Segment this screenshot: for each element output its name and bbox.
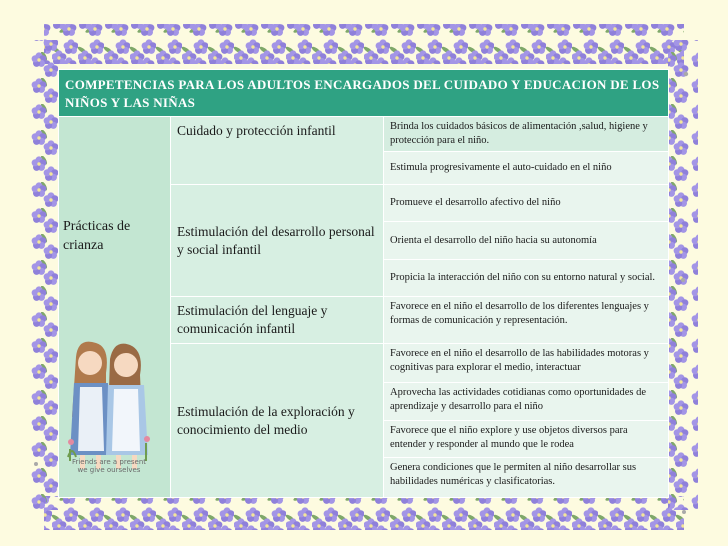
item-cell: Estimula progresivamente el auto-cuidado en el niño — [384, 152, 669, 185]
item-cell: Propicia la interacción del niño con su entorno natural y social. — [384, 260, 669, 297]
item-cell: Genera condiciones que le permiten al niño desarrollar sus habilidades numéricas y clasificatorias. — [384, 458, 669, 498]
area-cell: Estimulación del lenguaje y comunicación infantil — [171, 297, 384, 344]
illustration-caption: Friends are a present we give ourselves — [71, 458, 147, 474]
item-cell: Orienta el desarrollo del niño hacia su autonomía — [384, 222, 669, 260]
area-cell: Cuidado y protección infantil — [171, 117, 384, 185]
item-cell: Favorece que el niño explore y use objetos diversos para entender y responder al mundo que le rodea — [384, 421, 669, 458]
table-title: COMPETENCIAS PARA LOS ADULTOS ENCARGADOS DEL CUIDADO Y EDUCACION DE LOS NIÑOS Y LAS NIÑAS — [59, 70, 669, 117]
item-cell: Favorece en el niño el desarrollo de los diferentes lenguajes y formas de comunicación y representación. — [384, 297, 669, 344]
item-cell: Promueve el desarrollo afectivo del niño — [384, 185, 669, 222]
item-cell: Favorece en el niño el desarrollo de las habilidades motoras y cognitivas para explorar el medio, interactuar — [384, 344, 669, 383]
item-cell: Brinda los cuidados básicos de alimentación ,salud, higiene y protección para el niño. — [384, 117, 669, 152]
area-cell: Estimulación del desarrollo personal y social infantil — [171, 185, 384, 297]
item-cell: Aprovecha las actividades cotidianas como oportunidades de aprendizaje y desarrollo para el niño — [384, 383, 669, 421]
category-label: Prácticas de crianza — [63, 219, 131, 253]
area-cell: Estimulación de la exploración y conocimiento del medio — [171, 344, 384, 498]
